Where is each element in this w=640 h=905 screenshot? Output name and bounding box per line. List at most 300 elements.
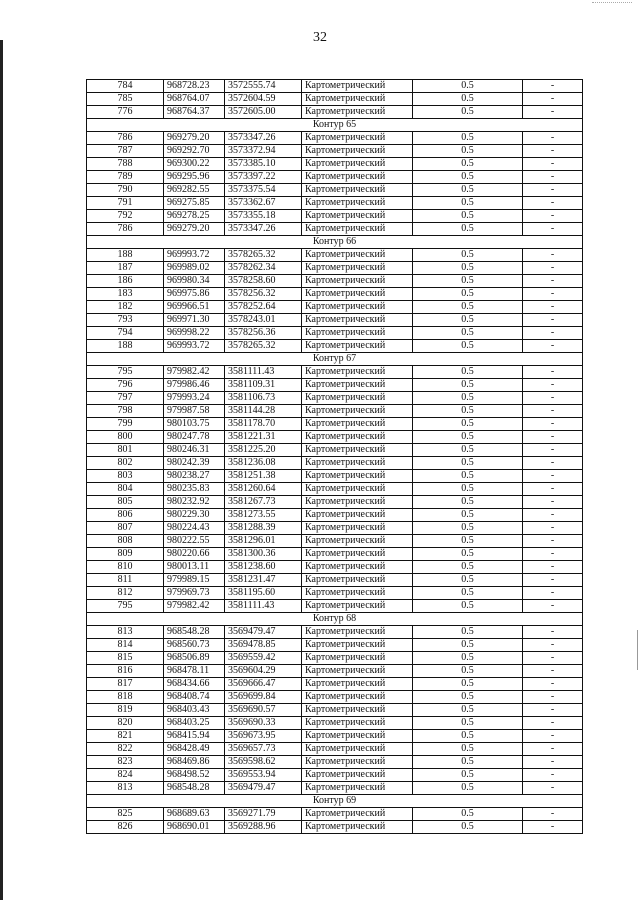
point-number-cell: 785 — [87, 93, 164, 106]
table-row — [87, 340, 583, 353]
description-cell: - — [523, 691, 583, 704]
table-row — [87, 769, 583, 782]
table-row — [87, 509, 583, 522]
point-number-cell: 784 — [87, 80, 164, 93]
method-cell: Картометрический — [302, 535, 413, 548]
y-coordinate-cell: 3578265.32 — [225, 340, 302, 353]
point-number-cell: 796 — [87, 379, 164, 392]
table-row — [87, 691, 583, 704]
point-number-cell: 797 — [87, 392, 164, 405]
description-cell: - — [523, 392, 583, 405]
y-coordinate-cell: 3569288.96 — [225, 821, 302, 834]
point-number-cell: 792 — [87, 210, 164, 223]
method-cell: Картометрический — [302, 756, 413, 769]
point-number-cell: 807 — [87, 522, 164, 535]
x-coordinate-cell: 968415.94 — [164, 730, 225, 743]
description-cell: - — [523, 106, 583, 119]
x-coordinate-cell: 979986.46 — [164, 379, 225, 392]
description-cell: - — [523, 561, 583, 574]
y-coordinate-cell: 3578252.64 — [225, 301, 302, 314]
description-cell: - — [523, 158, 583, 171]
description-cell: - — [523, 535, 583, 548]
point-number-cell: 815 — [87, 652, 164, 665]
point-number-cell: 810 — [87, 561, 164, 574]
method-cell: Картометрический — [302, 574, 413, 587]
method-cell: Картометрический — [302, 106, 413, 119]
method-cell: Картометрический — [302, 197, 413, 210]
method-cell: Картометрический — [302, 548, 413, 561]
page-number: 32 — [313, 30, 327, 45]
table-row — [87, 600, 583, 613]
description-cell: - — [523, 587, 583, 600]
description-cell: - — [523, 210, 583, 223]
table-row — [87, 418, 583, 431]
description-cell: - — [523, 496, 583, 509]
method-cell: Картометрический — [302, 522, 413, 535]
method-cell: Картометрический — [302, 275, 413, 288]
table-row — [87, 314, 583, 327]
x-coordinate-cell: 980242.39 — [164, 457, 225, 470]
point-number-cell: 795 — [87, 366, 164, 379]
contour-title: Контур 66 — [87, 236, 583, 249]
point-number-cell: 806 — [87, 509, 164, 522]
method-cell: Картометрический — [302, 314, 413, 327]
y-coordinate-cell: 3569666.47 — [225, 678, 302, 691]
accuracy-cell: 0.5 — [413, 327, 523, 340]
y-coordinate-cell: 3581225.20 — [225, 444, 302, 457]
method-cell: Картометрический — [302, 132, 413, 145]
description-cell: - — [523, 197, 583, 210]
x-coordinate-cell: 980229.30 — [164, 509, 225, 522]
y-coordinate-cell: 3569598.62 — [225, 756, 302, 769]
x-coordinate-cell: 969975.86 — [164, 288, 225, 301]
method-cell: Картометрический — [302, 626, 413, 639]
y-coordinate-cell: 3581109.31 — [225, 379, 302, 392]
y-coordinate-cell: 3581111.43 — [225, 366, 302, 379]
point-number-cell: 795 — [87, 600, 164, 613]
accuracy-cell: 0.5 — [413, 561, 523, 574]
description-cell: - — [523, 600, 583, 613]
accuracy-cell: 0.5 — [413, 405, 523, 418]
description-cell: - — [523, 509, 583, 522]
accuracy-cell: 0.5 — [413, 275, 523, 288]
y-coordinate-cell: 3581231.47 — [225, 574, 302, 587]
point-number-cell: 816 — [87, 665, 164, 678]
accuracy-cell: 0.5 — [413, 418, 523, 431]
table-row — [87, 431, 583, 444]
table-row — [87, 470, 583, 483]
method-cell: Картометрический — [302, 158, 413, 171]
contour-title: Контур 68 — [87, 613, 583, 626]
method-cell: Картометрический — [302, 457, 413, 470]
contour-title: Контур 69 — [87, 795, 583, 808]
accuracy-cell: 0.5 — [413, 639, 523, 652]
point-number-cell: 808 — [87, 535, 164, 548]
table-row — [87, 262, 583, 275]
table-row — [87, 522, 583, 535]
contour-header-row — [87, 236, 583, 249]
method-cell: Картометрический — [302, 769, 413, 782]
x-coordinate-cell: 968403.25 — [164, 717, 225, 730]
method-cell: Картометрический — [302, 496, 413, 509]
method-cell: Картометрический — [302, 808, 413, 821]
y-coordinate-cell: 3573372.94 — [225, 145, 302, 158]
table-row — [87, 145, 583, 158]
accuracy-cell: 0.5 — [413, 574, 523, 587]
table-row — [87, 483, 583, 496]
table-row — [87, 184, 583, 197]
table-row — [87, 808, 583, 821]
method-cell: Картометрический — [302, 821, 413, 834]
y-coordinate-cell: 3569673.95 — [225, 730, 302, 743]
table-row — [87, 535, 583, 548]
accuracy-cell: 0.5 — [413, 522, 523, 535]
accuracy-cell: 0.5 — [413, 782, 523, 795]
table-row — [87, 457, 583, 470]
table-row — [87, 392, 583, 405]
x-coordinate-cell: 968428.49 — [164, 743, 225, 756]
contour-header-row — [87, 613, 583, 626]
point-number-cell: 826 — [87, 821, 164, 834]
x-coordinate-cell: 979993.24 — [164, 392, 225, 405]
method-cell: Картометрический — [302, 171, 413, 184]
method-cell: Картометрический — [302, 444, 413, 457]
point-number-cell: 786 — [87, 132, 164, 145]
table-row — [87, 587, 583, 600]
x-coordinate-cell: 980235.83 — [164, 483, 225, 496]
x-coordinate-cell: 968548.28 — [164, 782, 225, 795]
x-coordinate-cell: 968548.28 — [164, 626, 225, 639]
contour-header-row — [87, 795, 583, 808]
y-coordinate-cell: 3573347.26 — [225, 223, 302, 236]
x-coordinate-cell: 979982.42 — [164, 600, 225, 613]
point-number-cell: 183 — [87, 288, 164, 301]
method-cell: Картометрический — [302, 301, 413, 314]
table-row — [87, 639, 583, 652]
point-number-cell: 824 — [87, 769, 164, 782]
point-number-cell: 804 — [87, 483, 164, 496]
description-cell: - — [523, 769, 583, 782]
accuracy-cell: 0.5 — [413, 626, 523, 639]
y-coordinate-cell: 3578258.60 — [225, 275, 302, 288]
x-coordinate-cell: 968690.01 — [164, 821, 225, 834]
y-coordinate-cell: 3573355.18 — [225, 210, 302, 223]
point-number-cell: 822 — [87, 743, 164, 756]
table-row — [87, 80, 583, 93]
description-cell: - — [523, 262, 583, 275]
table-row — [87, 548, 583, 561]
description-cell: - — [523, 340, 583, 353]
x-coordinate-cell: 968434.66 — [164, 678, 225, 691]
x-coordinate-cell: 969279.20 — [164, 132, 225, 145]
description-cell: - — [523, 145, 583, 158]
table-row — [87, 106, 583, 119]
y-coordinate-cell: 3569690.57 — [225, 704, 302, 717]
x-coordinate-cell: 968560.73 — [164, 639, 225, 652]
x-coordinate-cell: 980224.43 — [164, 522, 225, 535]
description-cell: - — [523, 301, 583, 314]
y-coordinate-cell: 3581296.01 — [225, 535, 302, 548]
description-cell: - — [523, 782, 583, 795]
y-coordinate-cell: 3573385.10 — [225, 158, 302, 171]
method-cell: Картометрический — [302, 379, 413, 392]
x-coordinate-cell: 968498.52 — [164, 769, 225, 782]
table-row — [87, 275, 583, 288]
method-cell: Картометрический — [302, 249, 413, 262]
y-coordinate-cell: 3581221.31 — [225, 431, 302, 444]
point-number-cell: 823 — [87, 756, 164, 769]
table-row — [87, 496, 583, 509]
method-cell: Картометрический — [302, 262, 413, 275]
accuracy-cell: 0.5 — [413, 444, 523, 457]
accuracy-cell: 0.5 — [413, 392, 523, 405]
description-cell: - — [523, 444, 583, 457]
x-coordinate-cell: 968689.63 — [164, 808, 225, 821]
method-cell: Картометрический — [302, 392, 413, 405]
point-number-cell: 805 — [87, 496, 164, 509]
table-row — [87, 93, 583, 106]
coordinates-table — [86, 79, 583, 834]
y-coordinate-cell: 3581236.08 — [225, 457, 302, 470]
accuracy-cell: 0.5 — [413, 509, 523, 522]
x-coordinate-cell: 968764.07 — [164, 93, 225, 106]
table-row — [87, 574, 583, 587]
point-number-cell: 186 — [87, 275, 164, 288]
x-coordinate-cell: 969300.22 — [164, 158, 225, 171]
x-coordinate-cell: 968764.37 — [164, 106, 225, 119]
x-coordinate-cell: 980013.11 — [164, 561, 225, 574]
y-coordinate-cell: 3569478.85 — [225, 639, 302, 652]
x-coordinate-cell: 968506.89 — [164, 652, 225, 665]
point-number-cell: 187 — [87, 262, 164, 275]
point-number-cell: 776 — [87, 106, 164, 119]
method-cell: Картометрический — [302, 704, 413, 717]
x-coordinate-cell: 968403.43 — [164, 704, 225, 717]
x-coordinate-cell: 980246.31 — [164, 444, 225, 457]
description-cell: - — [523, 405, 583, 418]
x-coordinate-cell: 969980.34 — [164, 275, 225, 288]
accuracy-cell: 0.5 — [413, 379, 523, 392]
table-row — [87, 210, 583, 223]
y-coordinate-cell: 3581288.39 — [225, 522, 302, 535]
method-cell: Картометрический — [302, 652, 413, 665]
accuracy-cell: 0.5 — [413, 821, 523, 834]
point-number-cell: 793 — [87, 314, 164, 327]
y-coordinate-cell: 3581238.60 — [225, 561, 302, 574]
point-number-cell: 818 — [87, 691, 164, 704]
method-cell: Картометрический — [302, 691, 413, 704]
accuracy-cell: 0.5 — [413, 587, 523, 600]
x-coordinate-cell: 968469.86 — [164, 756, 225, 769]
description-cell: - — [523, 366, 583, 379]
x-coordinate-cell: 979982.42 — [164, 366, 225, 379]
y-coordinate-cell: 3581178.70 — [225, 418, 302, 431]
method-cell: Картометрический — [302, 730, 413, 743]
x-coordinate-cell: 979969.73 — [164, 587, 225, 600]
point-number-cell: 812 — [87, 587, 164, 600]
accuracy-cell: 0.5 — [413, 210, 523, 223]
y-coordinate-cell: 3569690.33 — [225, 717, 302, 730]
table-row — [87, 158, 583, 171]
accuracy-cell: 0.5 — [413, 132, 523, 145]
description-cell: - — [523, 93, 583, 106]
method-cell: Картометрический — [302, 210, 413, 223]
accuracy-cell: 0.5 — [413, 652, 523, 665]
coordinates-table-body — [87, 80, 583, 834]
method-cell: Картометрический — [302, 743, 413, 756]
method-cell: Картометрический — [302, 483, 413, 496]
accuracy-cell: 0.5 — [413, 678, 523, 691]
table-row — [87, 652, 583, 665]
method-cell: Картометрический — [302, 223, 413, 236]
description-cell: - — [523, 314, 583, 327]
description-cell: - — [523, 288, 583, 301]
x-coordinate-cell: 969295.96 — [164, 171, 225, 184]
x-coordinate-cell: 969966.51 — [164, 301, 225, 314]
method-cell: Картометрический — [302, 509, 413, 522]
accuracy-cell: 0.5 — [413, 93, 523, 106]
point-number-cell: 813 — [87, 782, 164, 795]
x-coordinate-cell: 969278.25 — [164, 210, 225, 223]
description-cell: - — [523, 223, 583, 236]
accuracy-cell: 0.5 — [413, 756, 523, 769]
accuracy-cell: 0.5 — [413, 704, 523, 717]
accuracy-cell: 0.5 — [413, 249, 523, 262]
method-cell: Картометрический — [302, 782, 413, 795]
y-coordinate-cell: 3569553.94 — [225, 769, 302, 782]
accuracy-cell: 0.5 — [413, 743, 523, 756]
point-number-cell: 825 — [87, 808, 164, 821]
description-cell: - — [523, 665, 583, 678]
accuracy-cell: 0.5 — [413, 158, 523, 171]
y-coordinate-cell: 3581251.38 — [225, 470, 302, 483]
accuracy-cell: 0.5 — [413, 457, 523, 470]
point-number-cell: 802 — [87, 457, 164, 470]
method-cell: Картометрический — [302, 80, 413, 93]
table-row — [87, 678, 583, 691]
accuracy-cell: 0.5 — [413, 314, 523, 327]
point-number-cell: 799 — [87, 418, 164, 431]
accuracy-cell: 0.5 — [413, 171, 523, 184]
point-number-cell: 809 — [87, 548, 164, 561]
method-cell: Картометрический — [302, 184, 413, 197]
y-coordinate-cell: 3569479.47 — [225, 782, 302, 795]
point-number-cell: 813 — [87, 626, 164, 639]
y-coordinate-cell: 3569699.84 — [225, 691, 302, 704]
table-row — [87, 717, 583, 730]
x-coordinate-cell: 980232.92 — [164, 496, 225, 509]
method-cell: Картометрический — [302, 418, 413, 431]
x-coordinate-cell: 968408.74 — [164, 691, 225, 704]
x-coordinate-cell: 979989.15 — [164, 574, 225, 587]
table-row — [87, 444, 583, 457]
y-coordinate-cell: 3581260.64 — [225, 483, 302, 496]
accuracy-cell: 0.5 — [413, 691, 523, 704]
x-coordinate-cell: 969282.55 — [164, 184, 225, 197]
y-coordinate-cell: 3581273.55 — [225, 509, 302, 522]
description-cell: - — [523, 574, 583, 587]
point-number-cell: 188 — [87, 340, 164, 353]
description-cell: - — [523, 327, 583, 340]
table-row — [87, 626, 583, 639]
table-row — [87, 366, 583, 379]
description-cell: - — [523, 470, 583, 483]
method-cell: Картометрический — [302, 340, 413, 353]
description-cell: - — [523, 704, 583, 717]
y-coordinate-cell: 3581267.73 — [225, 496, 302, 509]
description-cell: - — [523, 626, 583, 639]
x-coordinate-cell: 979987.58 — [164, 405, 225, 418]
description-cell: - — [523, 652, 583, 665]
table-row — [87, 704, 583, 717]
y-coordinate-cell: 3573347.26 — [225, 132, 302, 145]
point-number-cell: 811 — [87, 574, 164, 587]
accuracy-cell: 0.5 — [413, 600, 523, 613]
accuracy-cell: 0.5 — [413, 717, 523, 730]
table-row — [87, 743, 583, 756]
y-coordinate-cell: 3578256.36 — [225, 327, 302, 340]
accuracy-cell: 0.5 — [413, 483, 523, 496]
accuracy-cell: 0.5 — [413, 496, 523, 509]
accuracy-cell: 0.5 — [413, 340, 523, 353]
table-row — [87, 327, 583, 340]
description-cell: - — [523, 275, 583, 288]
scan-artifact — [592, 2, 632, 7]
table-row — [87, 730, 583, 743]
x-coordinate-cell: 969292.70 — [164, 145, 225, 158]
method-cell: Картометрический — [302, 145, 413, 158]
y-coordinate-cell: 3572604.59 — [225, 93, 302, 106]
accuracy-cell: 0.5 — [413, 665, 523, 678]
point-number-cell: 790 — [87, 184, 164, 197]
accuracy-cell: 0.5 — [413, 288, 523, 301]
contour-header-row — [87, 353, 583, 366]
accuracy-cell: 0.5 — [413, 366, 523, 379]
description-cell: - — [523, 483, 583, 496]
y-coordinate-cell: 3573375.54 — [225, 184, 302, 197]
y-coordinate-cell: 3578262.34 — [225, 262, 302, 275]
table-row — [87, 197, 583, 210]
accuracy-cell: 0.5 — [413, 80, 523, 93]
accuracy-cell: 0.5 — [413, 197, 523, 210]
point-number-cell: 788 — [87, 158, 164, 171]
method-cell: Картометрический — [302, 639, 413, 652]
method-cell: Картометрический — [302, 600, 413, 613]
y-coordinate-cell: 3573362.67 — [225, 197, 302, 210]
x-coordinate-cell: 969989.02 — [164, 262, 225, 275]
y-coordinate-cell: 3572555.74 — [225, 80, 302, 93]
table-row — [87, 301, 583, 314]
scan-left-edge — [0, 40, 3, 900]
method-cell: Картометрический — [302, 431, 413, 444]
point-number-cell: 817 — [87, 678, 164, 691]
y-coordinate-cell: 3569271.79 — [225, 808, 302, 821]
accuracy-cell: 0.5 — [413, 223, 523, 236]
accuracy-cell: 0.5 — [413, 535, 523, 548]
y-coordinate-cell: 3578243.01 — [225, 314, 302, 327]
y-coordinate-cell: 3569604.29 — [225, 665, 302, 678]
description-cell: - — [523, 639, 583, 652]
method-cell: Картометрический — [302, 366, 413, 379]
point-number-cell: 188 — [87, 249, 164, 262]
x-coordinate-cell: 980247.78 — [164, 431, 225, 444]
method-cell: Картометрический — [302, 405, 413, 418]
description-cell: - — [523, 756, 583, 769]
description-cell: - — [523, 249, 583, 262]
accuracy-cell: 0.5 — [413, 145, 523, 158]
accuracy-cell: 0.5 — [413, 730, 523, 743]
accuracy-cell: 0.5 — [413, 106, 523, 119]
